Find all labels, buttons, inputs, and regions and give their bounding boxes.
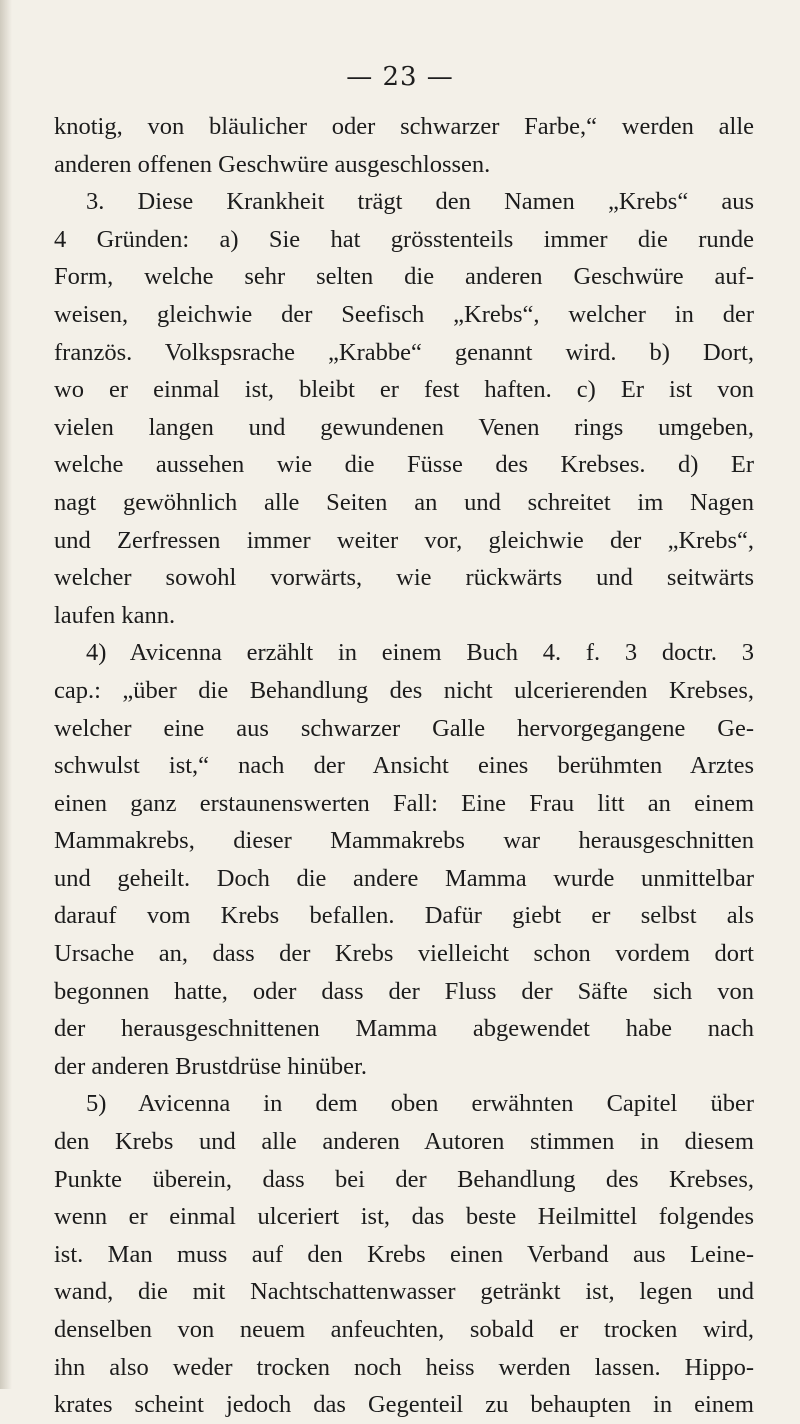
text-line: nagt gewöhnlich alle Seiten an und schreitet im Nagen: [54, 488, 754, 516]
text-line: vielen langen und gewundenen Venen rings umgeben,: [54, 413, 754, 441]
text-line: einen ganz erstaunenswerten Fall: Eine Frau litt an einem: [54, 789, 754, 817]
text-line: 4 Gründen: a) Sie hat grösstenteils immer die runde: [54, 225, 754, 253]
text-line: darauf vom Krebs befallen. Dafür giebt er selbst als: [54, 902, 754, 930]
text-line: Form, welche sehr selten die anderen Geschwüre auf-: [54, 263, 754, 291]
text-line: der herausgeschnittenen Mamma abgewendet habe nach: [54, 1015, 754, 1043]
text-line: Mammakrebs, dieser Mammakrebs war herausgeschnitten: [54, 827, 754, 855]
text-line: weisen, gleichwie der Seefisch „Krebs“, welcher in der: [54, 300, 754, 328]
text-line: cap.: „über die Behandlung des nicht ulcerierenden Krebses,: [54, 676, 754, 704]
text-line: welcher eine aus schwarzer Galle hervorgegangene Ge-: [54, 714, 754, 742]
text-line: schwulst ist,“ nach der Ansicht eines berühmten Arztes: [54, 752, 754, 780]
text-line: 4) Avicenna erzählt in einem Buch 4. f. 3 doctr. 3: [86, 639, 754, 667]
body-text: [54, 108, 754, 1424]
text-line: welcher sowohl vorwärts, wie rückwärts und seitwärts: [54, 564, 754, 592]
text-line: begonnen hatte, oder dass der Fluss der Säfte sich von: [54, 977, 754, 1005]
text-line: Ursache an, dass der Krebs vielleicht schon vordem dort: [54, 940, 754, 968]
text-line: welche aussehen wie die Füsse des Krebses. d) Er: [54, 451, 754, 479]
text-line: laufen kann.: [54, 601, 176, 629]
text-line: 3. Diese Krankheit trägt den Namen „Krebs“ aus: [86, 188, 754, 216]
text-line: ihn also weder trocken noch heiss werden lassen. Hippo-: [54, 1353, 754, 1381]
text-line: wenn er einmal ulceriert ist, das beste Heilmittel folgendes: [54, 1203, 754, 1231]
text-line: Punkte überein, dass bei der Behandlung des Krebses,: [54, 1165, 754, 1193]
text-line: den Krebs und alle anderen Autoren stimmen in diesem: [54, 1128, 754, 1156]
text-line: denselben von neuem anfeuchten, sobald er trocken wird,: [54, 1316, 754, 1343]
text-line: anderen offenen Geschwüre ausgeschlossen.: [54, 150, 491, 178]
text-line: und geheilt. Doch die andere Mamma wurde unmittelbar: [54, 864, 754, 892]
text-line: und Zerfressen immer weiter vor, gleichwie der „Krebs“,: [54, 526, 754, 554]
text-line: 5) Avicenna in dem oben erwähnten Capitel über: [86, 1090, 754, 1118]
text-line: ist. Man muss auf den Krebs einen Verband aus Leine-: [54, 1240, 754, 1268]
text-line: wand, die mit Nachtschattenwasser getränkt ist, legen und: [54, 1278, 754, 1306]
text-line: knotig, von bläulicher oder schwarzer Farbe,“ werden alle: [54, 113, 754, 140]
text-line: krates scheint jedoch das Gegenteil zu behaupten in einem: [54, 1391, 754, 1419]
text-line: französ. Volkspsrache „Krabbe“ genannt wird. b) Dort,: [54, 338, 754, 366]
page-number: — 23 —: [346, 62, 454, 92]
text-line: wo er einmal ist, bleibt er fest haften. c) Er ist von: [54, 376, 754, 404]
text-line: der anderen Brustdrüse hinüber.: [54, 1052, 367, 1080]
page-gutter-shadow: [0, 0, 12, 1389]
